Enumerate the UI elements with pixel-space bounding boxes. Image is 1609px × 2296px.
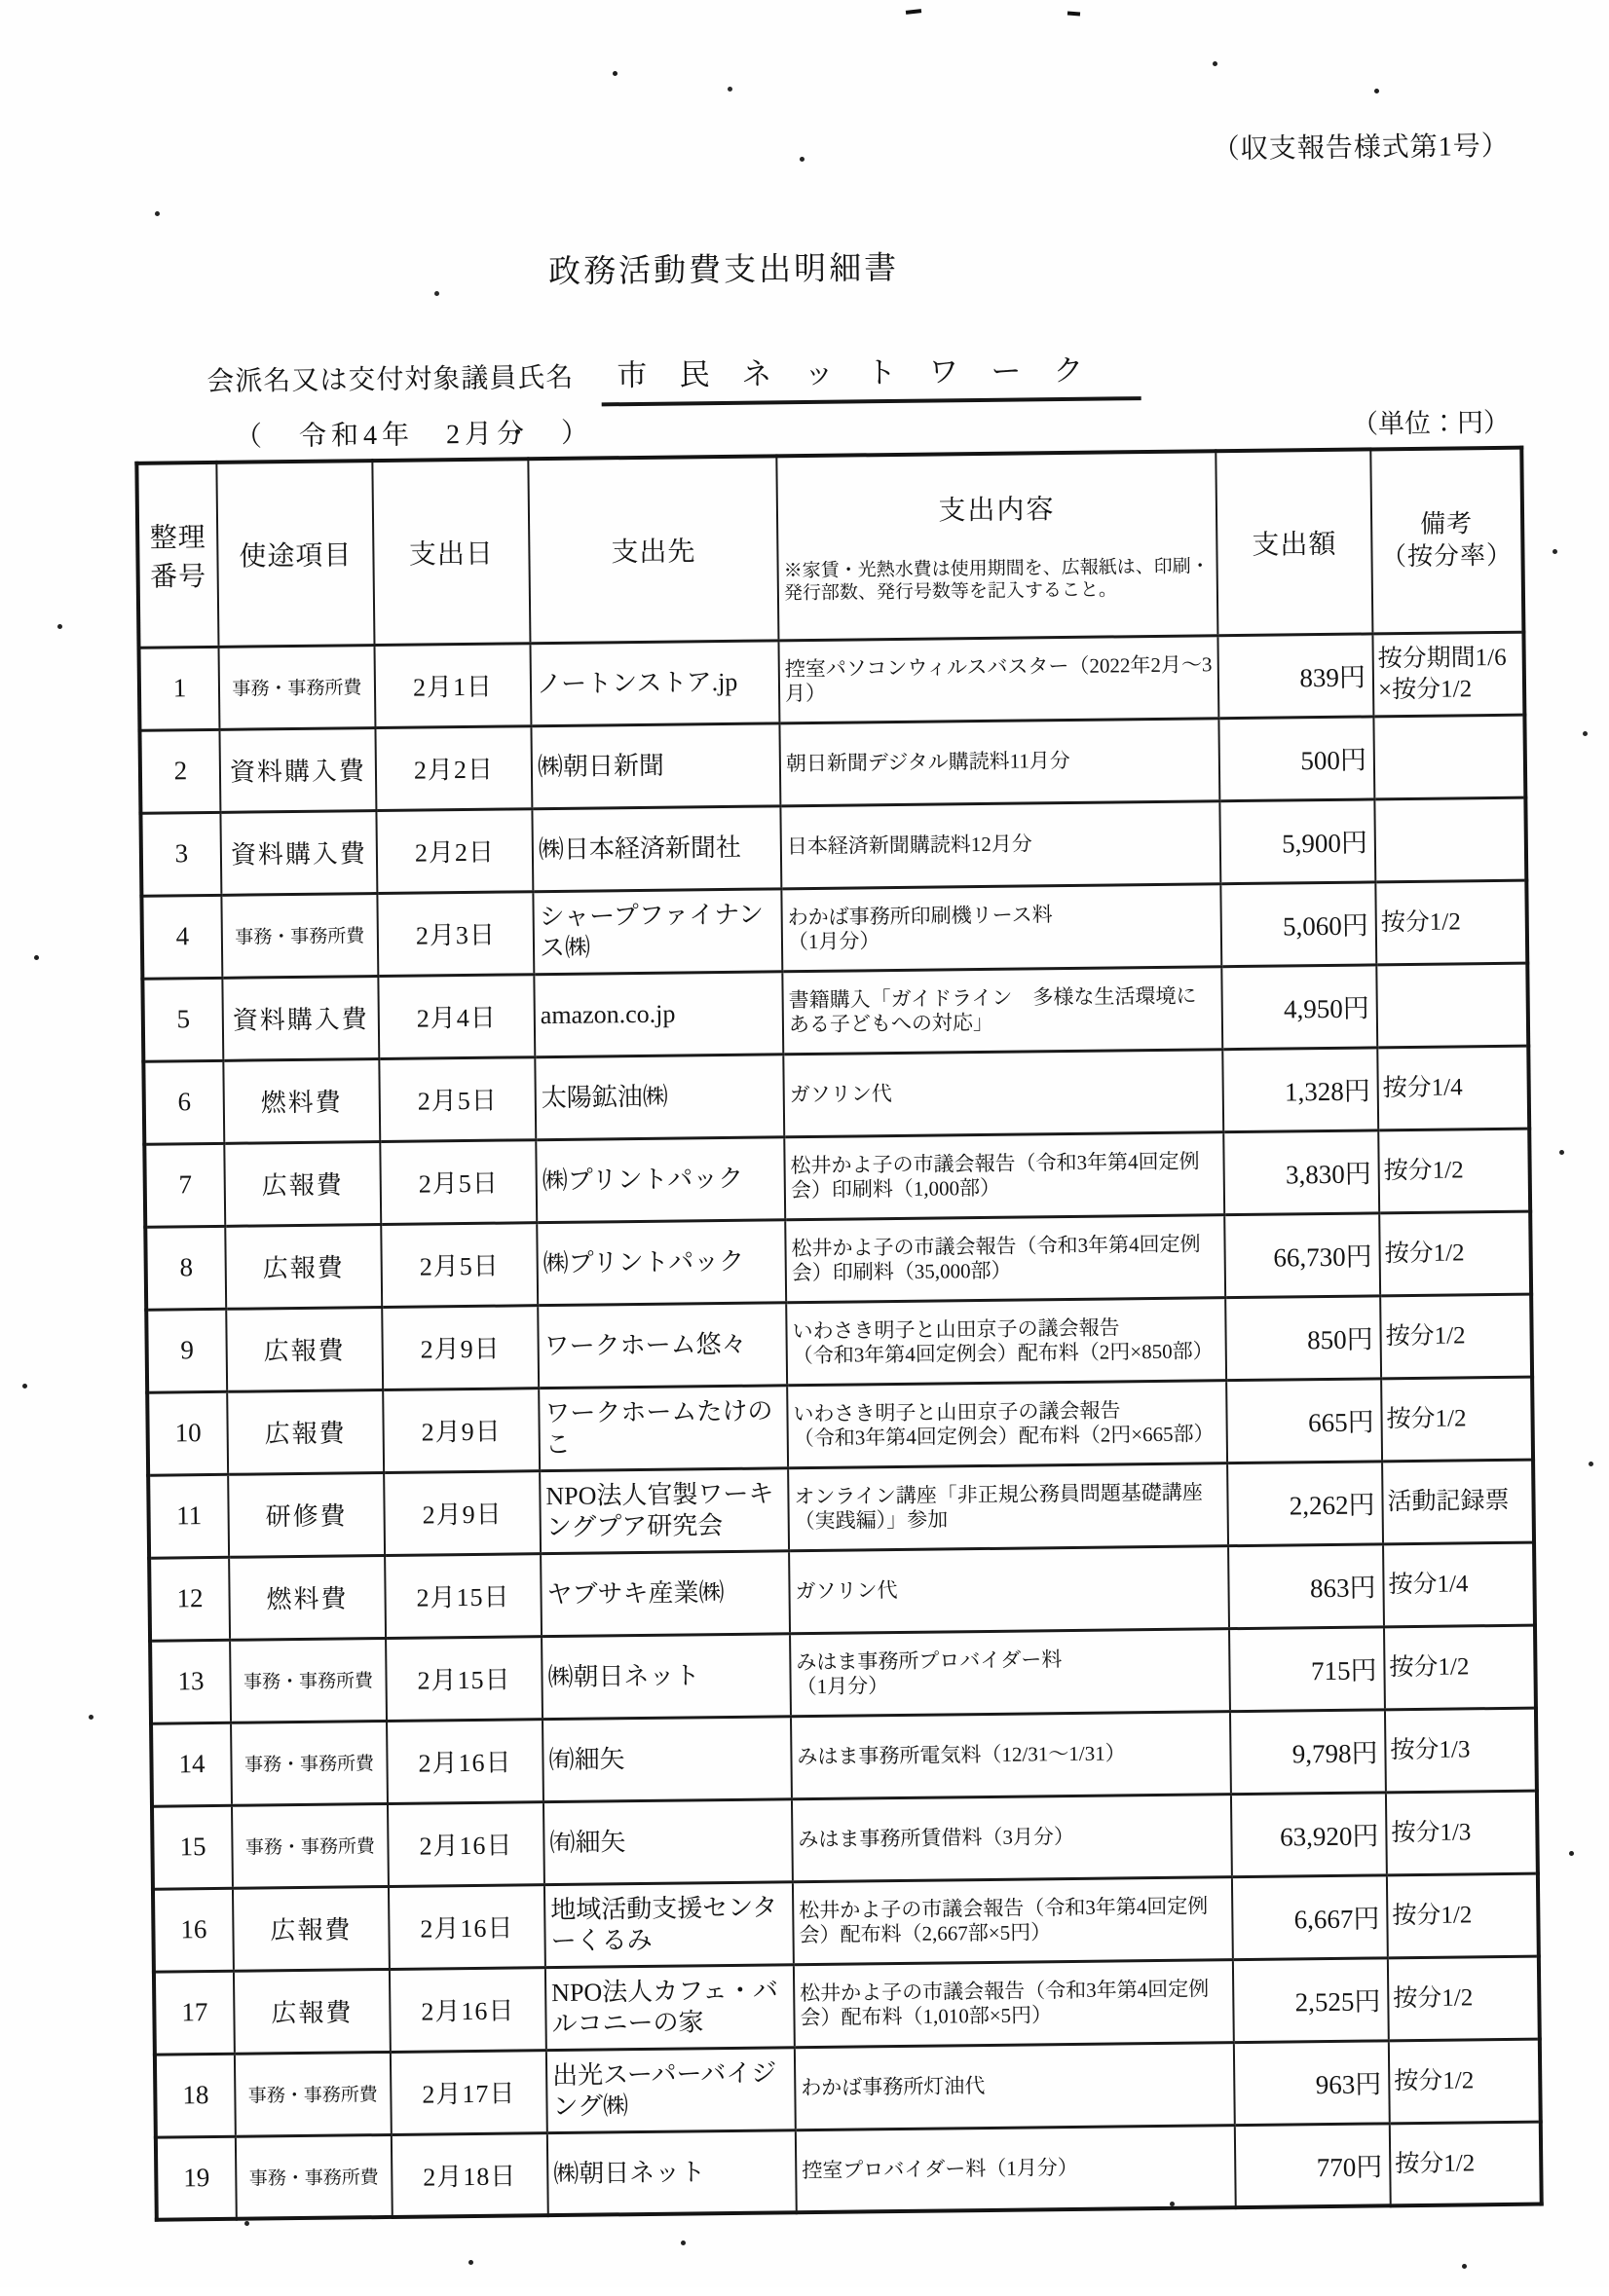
- row-remark: 按分1/3: [1385, 1708, 1537, 1793]
- table-row: [150, 1625, 1536, 1723]
- form-number-note: （収支報告様式第1号）: [1212, 130, 1510, 166]
- recipient-label: 会派名又は交付対象議員氏名: [206, 362, 575, 397]
- table-row: [141, 880, 1527, 979]
- row-amount: 5,900円: [1219, 799, 1375, 884]
- row-remark: 按分1/2: [1387, 1873, 1539, 1958]
- scan-noise-specks: [0, 0, 3, 3]
- row-payee: ノートンストア.jp: [530, 640, 779, 725]
- table-row: [154, 1956, 1540, 2055]
- row-amount: 5,060円: [1220, 882, 1376, 967]
- header-no: 整理 番号: [136, 463, 218, 648]
- row-description: みはま事務所プロバイダー料 （1月分）: [790, 1628, 1230, 1716]
- row-amount: 4,950円: [1221, 964, 1377, 1049]
- row-amount: 66,730円: [1224, 1212, 1380, 1297]
- row-amount: 850円: [1225, 1295, 1381, 1380]
- row-date: 2月9日: [383, 1388, 540, 1472]
- table-row: [147, 1377, 1533, 1475]
- row-category: 燃料費: [223, 1058, 380, 1143]
- row-number: 14: [151, 1722, 232, 1806]
- row-payee: ㈲細矢: [543, 1798, 793, 1884]
- row-payee: ㈲細矢: [543, 1716, 792, 1801]
- row-number: 5: [142, 978, 223, 1061]
- row-number: 12: [149, 1557, 230, 1641]
- row-date: 2月18日: [392, 2132, 548, 2217]
- row-remark: 按分1/2: [1375, 880, 1527, 965]
- table-row: [156, 2122, 1542, 2220]
- row-date: 2月4日: [378, 974, 535, 1058]
- row-number: 11: [148, 1474, 229, 1558]
- row-amount: 715円: [1229, 1626, 1385, 1711]
- row-payee: ㈱プリントパック: [536, 1136, 785, 1222]
- row-remark: [1376, 963, 1528, 1048]
- row-date: 2月16日: [387, 1719, 543, 1803]
- header-remark: 備考 （按分率）: [1370, 448, 1523, 634]
- row-number: 16: [153, 1888, 234, 1972]
- row-category: 研修費: [228, 1472, 385, 1557]
- row-amount: 665円: [1226, 1378, 1382, 1463]
- row-payee: NPO法人カフェ・バルコニーの家: [545, 1964, 795, 2050]
- row-payee: ㈱日本経済新聞社: [532, 805, 781, 891]
- row-category: 広報費: [224, 1141, 381, 1226]
- table-row: [143, 1046, 1529, 1144]
- header-description-title: 支出内容: [938, 495, 1056, 527]
- header-payee: 支出先: [528, 456, 778, 643]
- row-remark: [1374, 797, 1526, 882]
- row-category: 事務・事務所費: [221, 893, 378, 978]
- row-amount: 1,328円: [1222, 1047, 1378, 1131]
- row-date: 2月9日: [384, 1470, 541, 1555]
- row-description: 控室プロバイダー料（1月分）: [796, 2125, 1236, 2212]
- expense-table: [134, 446, 1543, 2222]
- table-row: [155, 2039, 1541, 2137]
- row-amount: 9,798円: [1230, 1709, 1386, 1794]
- row-amount: 3,830円: [1223, 1129, 1379, 1214]
- row-category: 広報費: [225, 1224, 382, 1309]
- row-date: 2月9日: [382, 1305, 539, 1389]
- row-number: 18: [155, 2054, 236, 2137]
- row-category: 広報費: [227, 1389, 384, 1474]
- row-description: 書籍購入「ガイドライン 多様な生活環境にある子どもへの対応」: [782, 966, 1222, 1054]
- page-title: 政務活動費支出明細書: [547, 250, 900, 290]
- row-category: 事務・事務所費: [235, 2052, 392, 2136]
- row-description: みはま事務所賃借料（3月分）: [792, 1794, 1232, 1881]
- row-number: 13: [150, 1640, 231, 1723]
- table-row: [146, 1294, 1532, 1392]
- row-amount: 770円: [1235, 2123, 1391, 2207]
- row-amount: 63,920円: [1231, 1792, 1387, 1876]
- row-remark: 按分1/3: [1386, 1791, 1538, 1875]
- row-date: 2月16日: [390, 1967, 546, 2052]
- row-remark: 按分1/2: [1389, 2039, 1541, 2124]
- row-description: ガソリン代: [783, 1049, 1223, 1136]
- row-payee: ヤブサキ産業㈱: [541, 1550, 790, 1636]
- row-category: 広報費: [233, 1886, 390, 1971]
- period-note: （ 令和4年 2月分 ）: [234, 418, 594, 453]
- recipient-name: 市民ネットワーク: [601, 345, 1141, 406]
- expense-table-header: [136, 448, 1523, 648]
- row-description: 松井かよ子の市議会報告（令和3年第4回定例会）配布料（1,010部×5円）: [794, 1959, 1234, 2047]
- row-number: 4: [141, 895, 222, 979]
- row-date: 2月16日: [389, 1884, 545, 1969]
- row-category: 資料購入費: [220, 810, 377, 895]
- row-payee: NPO法人官製ワーキングプア研究会: [540, 1467, 789, 1553]
- row-payee: amazon.co.jp: [534, 971, 783, 1056]
- row-date: 2月3日: [377, 891, 534, 976]
- table-row: [151, 1708, 1537, 1806]
- row-remark: 按分1/2: [1390, 2122, 1542, 2206]
- row-amount: 500円: [1218, 717, 1374, 801]
- row-payee: シャープファイナンス㈱: [533, 888, 782, 974]
- row-payee: ㈱朝日ネット: [542, 1633, 791, 1719]
- row-remark: 按分1/2: [1381, 1377, 1533, 1462]
- row-description: 朝日新聞デジタル購読料11月分: [779, 718, 1219, 805]
- row-payee: 太陽鉱油㈱: [535, 1054, 784, 1139]
- header-row: [136, 448, 1523, 648]
- table-row: [139, 715, 1525, 813]
- row-date: 2月17日: [391, 2050, 547, 2134]
- table-row: [140, 797, 1526, 896]
- row-description: オンライン講座「非正規公務員問題基礎講座（実践編）」参加: [788, 1463, 1228, 1550]
- header-date: 支出日: [372, 459, 530, 645]
- row-remark: 按分1/2: [1388, 1956, 1540, 2041]
- header-category: 使途項目: [216, 461, 374, 647]
- row-description: 松井かよ子の市議会報告（令和3年第4回定例会）印刷料（1,000部）: [784, 1131, 1224, 1219]
- row-remark: 按分1/2: [1379, 1211, 1531, 1296]
- row-date: 2月15日: [385, 1553, 542, 1638]
- expense-table-body: [138, 632, 1541, 2220]
- row-category: 資料購入費: [222, 976, 379, 1060]
- header-description-note: ※家賃・光熱水費は使用期間を、広報紙は、印刷・発行部数、発行号数等を記入すること。: [783, 556, 1210, 605]
- row-remark: 按分1/2: [1380, 1294, 1532, 1379]
- row-remark: 活動記録票: [1382, 1460, 1534, 1544]
- table-row: [138, 632, 1524, 730]
- row-number: 10: [147, 1391, 228, 1475]
- row-remark: 按分1/4: [1377, 1046, 1529, 1130]
- row-description: いわさき明子と山田京子の議会報告 （令和3年第4回定例会）配布料（2円×665部）: [787, 1380, 1227, 1467]
- row-date: 2月2日: [375, 725, 532, 810]
- row-remark: 按分期間1/6 ×按分1/2: [1372, 632, 1524, 717]
- row-payee: ㈱朝日ネット: [547, 2129, 797, 2215]
- row-remark: [1373, 715, 1525, 799]
- row-category: 事務・事務所費: [236, 2134, 393, 2219]
- row-date: 2月5日: [380, 1139, 537, 1224]
- row-description: 松井かよ子の市議会報告（令和3年第4回定例会）配布料（2,667部×5円）: [793, 1876, 1233, 1964]
- row-payee: ㈱プリントパック: [537, 1219, 786, 1305]
- row-payee: 地域活動支援センターくるみ: [544, 1881, 794, 1967]
- row-payee: 出光スーパーバイジング㈱: [546, 2047, 796, 2132]
- row-category: 資料購入費: [219, 727, 376, 812]
- row-number: 19: [156, 2136, 237, 2220]
- row-payee: ㈱朝日新聞: [531, 722, 780, 808]
- row-amount: 2,525円: [1233, 1957, 1389, 2042]
- row-category: 事務・事務所費: [232, 1803, 389, 1888]
- row-date: 2月2日: [376, 808, 533, 893]
- row-category: 事務・事務所費: [231, 1721, 388, 1805]
- row-number: 9: [146, 1309, 227, 1392]
- row-description: わかば事務所灯油代: [795, 2042, 1235, 2129]
- row-number: 15: [152, 1805, 233, 1889]
- row-category: 事務・事務所費: [230, 1638, 387, 1722]
- row-remark: 按分1/4: [1383, 1542, 1535, 1627]
- row-payee: ワークホーム悠々: [538, 1302, 787, 1388]
- table-row: [153, 1873, 1539, 1972]
- table-row: [144, 1129, 1530, 1227]
- row-amount: 6,667円: [1232, 1874, 1388, 1959]
- row-remark: 按分1/2: [1384, 1625, 1536, 1710]
- row-number: 3: [140, 812, 221, 896]
- row-date: 2月5日: [379, 1056, 536, 1141]
- row-date: 2月16日: [388, 1801, 544, 1886]
- row-category: 広報費: [234, 1969, 391, 2054]
- header-amount: 支出額: [1216, 449, 1372, 635]
- row-number: 7: [144, 1143, 225, 1227]
- row-description: 松井かよ子の市議会報告（令和3年第4回定例会）印刷料（35,000部）: [785, 1214, 1225, 1302]
- row-amount: 863円: [1228, 1543, 1384, 1628]
- row-date: 2月1日: [374, 643, 531, 727]
- row-number: 2: [139, 729, 220, 813]
- row-number: 6: [143, 1060, 224, 1144]
- row-number: 1: [138, 647, 219, 730]
- table-row: [142, 963, 1528, 1061]
- row-category: 燃料費: [229, 1555, 386, 1640]
- row-category: 事務・事務所費: [218, 645, 375, 729]
- table-row: [152, 1791, 1538, 1889]
- row-number: 17: [154, 1971, 235, 2055]
- row-date: 2月5日: [381, 1222, 538, 1307]
- row-date: 2月15日: [386, 1636, 543, 1721]
- table-row: [148, 1460, 1534, 1558]
- row-description: わかば事務所印刷機リース料 （1月分）: [781, 883, 1221, 971]
- row-category: 広報費: [226, 1307, 383, 1391]
- row-number: 8: [145, 1226, 226, 1310]
- row-description: みはま事務所電気料（12/31～1/31）: [791, 1711, 1231, 1798]
- row-amount: 839円: [1217, 634, 1373, 719]
- row-payee: ワークホームたけのこ: [539, 1385, 788, 1470]
- header-description: [776, 451, 1217, 640]
- table-row: [145, 1211, 1531, 1310]
- recipient-line: [206, 345, 1141, 411]
- table-row: [149, 1542, 1535, 1641]
- row-description: 控室パソコンウィルスバスター（2022年2月～3月）: [778, 635, 1218, 722]
- row-amount: 963円: [1234, 2040, 1390, 2125]
- unit-note: （単位：円）: [1351, 407, 1511, 439]
- row-description: ガソリン代: [789, 1545, 1229, 1633]
- row-remark: 按分1/2: [1378, 1129, 1530, 1213]
- row-description: 日本経済新聞購読料12月分: [780, 800, 1220, 888]
- row-amount: 2,262円: [1227, 1461, 1383, 1545]
- row-description: いわさき明子と山田京子の議会報告 （令和3年第4回定例会）配布料（2円×850部）: [786, 1297, 1226, 1385]
